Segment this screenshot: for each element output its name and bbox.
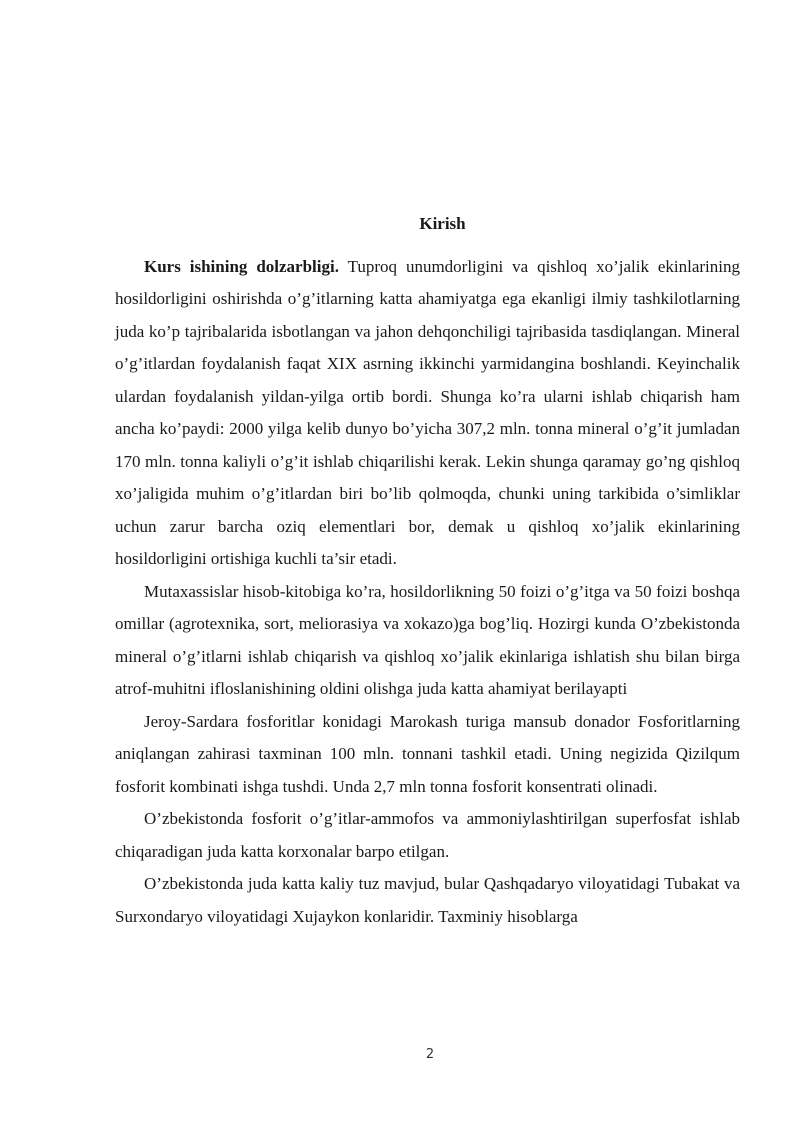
paragraph-text: Tuproq unumdorligini va qishloq xo’jalik ekinlarining hosildorligini oshirishda o’g’itlarning katta ahamiyatga ega ekanligi ilmiy tashkilotlarning juda ko’p tajribalarida isbotlangan va jahon dehqonchiligi tajribasida tasdiqlangan. Mineral o’g’itlardan foydalanish faqat XIX asrning ikkinchi yarmidangina boshlandi. Keyinchalik ulardan foydalanish yildan-yilga ortib bordi. Shunga ko’ra ularni ishlab chiqarish ham ancha ko’paydi: 2000 yilga kelib dunyo bo’yicha 307,2 mln. tonna mineral o’g’it jumladan 170 mln. tonna kaliyli o’g’it ishlab chiqarilishi kerak. Lekin shunga qaramay go’ng qishloq xo’jaligida muhim o’g’itlardan biri bo’lib qolmoqda, chunki uning tarkibida o’simliklar uchun zarur barcha oziq elementlari bor, demak u qishloq xo’jalik ekinlarining hosildorligini ortishiga kuchli ta’sir etadi. xyxy=(115,256,740,568)
section-heading: Kirish xyxy=(419,214,466,233)
paragraph-text: Jeroy-Sardara fosforitlar konidagi Marokash turiga mansub donador Fosforitlarning aniqlangan zahirasi taxminan 100 mln. tonnani tashkil etadi. Uning negizida Qizilqum fosforit kombinati ishga tushdi. Unda 2,7 mln tonna fosforit konsentrati olinadi. xyxy=(115,711,740,796)
paragraph-text: O’zbekistonda juda katta kaliy tuz mavjud, bular Qashqadaryo viloyatidagi Tubakat va Surxondaryo viloyatidagi Xujaykon konlaridir. Taxminiy hisoblarga xyxy=(115,874,740,926)
page-number: 2 xyxy=(425,1047,435,1062)
paragraph-lead: Kurs ishining dolzarbligi. xyxy=(144,256,339,276)
paragraph-intro xyxy=(115,251,740,576)
document-page xyxy=(115,208,740,933)
paragraph-text: Mutaxassislar hisob-kitobiga ko’ra, hosildorlikning 50 foizi o’g’itga va 50 foizi boshqa omillar (agrotexnika, sort, meliorasiya va xokazo)ga bog’liq. Hozirgi kunda O’zbekistonda mineral o’g’itlarni ishlab chiqarish va qishloq xo’jalik ekinlariga ishlatish shu bilan birga atrof-muhitni ifloslanishining oldini olishga juda katta ahamiyat berilayapti xyxy=(115,581,740,698)
paragraph-text: O’zbekistonda fosforit o’g’itlar-ammofos va ammoniylashtirilgan superfosfat ishlab chiqaradigan juda katta korxonalar barpo etilgan. xyxy=(115,809,740,861)
